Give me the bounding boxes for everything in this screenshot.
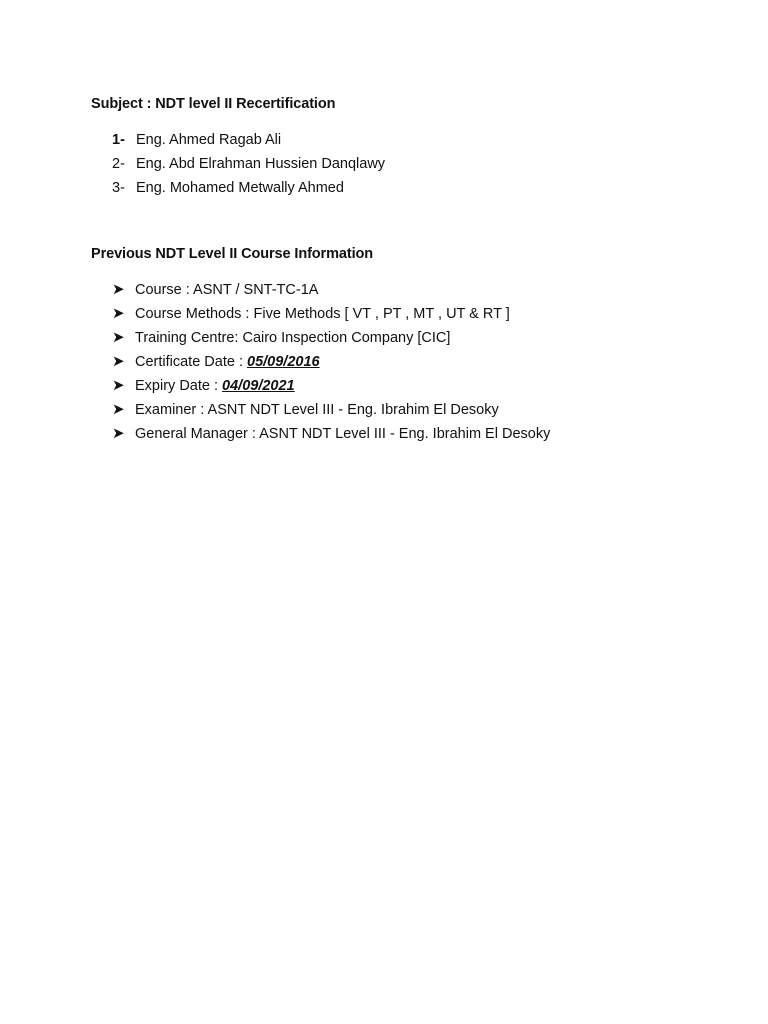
item-value: ASNT NDT Level III - Eng. Ibrahim El Desoky <box>259 426 551 442</box>
expiry-date: 04/09/2021 <box>222 378 295 394</box>
item-label: Course Methods : <box>135 306 254 322</box>
certificate-date: 05/09/2016 <box>247 354 320 370</box>
list-item <box>112 400 550 424</box>
list-item <box>112 178 385 202</box>
list-number: 3- <box>112 180 125 196</box>
list-item <box>112 154 385 178</box>
arrow-bullet-icon: ➤ <box>112 281 125 298</box>
arrow-bullet-icon: ➤ <box>112 425 125 442</box>
item-value: Five Methods [ VT , PT , MT , UT & RT ] <box>253 306 510 322</box>
engineer-name: Eng. Ahmed Ragab Ali <box>136 132 282 148</box>
item-value: ASNT NDT Level III - Eng. Ibrahim El Desoky <box>207 402 499 418</box>
item-value: Cairo Inspection Company [CIC] <box>242 330 451 346</box>
item-label: Certificate Date : <box>135 354 248 370</box>
course-info-heading: Previous NDT Level II Course Information <box>91 246 374 262</box>
arrow-bullet-icon: ➤ <box>112 353 125 370</box>
list-number: 1- <box>112 132 125 148</box>
list-item <box>112 424 550 448</box>
list-item <box>112 352 550 376</box>
item-label: General Manager : <box>135 426 260 442</box>
list-item <box>112 280 550 304</box>
arrow-bullet-icon: ➤ <box>112 401 125 418</box>
item-label: Course : <box>135 282 194 298</box>
item-label: Examiner : <box>135 402 208 418</box>
arrow-bullet-icon: ➤ <box>112 329 125 346</box>
list-item <box>112 328 550 352</box>
engineer-list <box>112 130 385 202</box>
list-number: 2- <box>112 156 125 172</box>
subject-heading: Subject : NDT level II Recertification <box>91 96 336 112</box>
course-info-list <box>112 280 550 448</box>
list-item <box>112 304 550 328</box>
list-item <box>112 376 550 400</box>
arrow-bullet-icon: ➤ <box>112 377 125 394</box>
arrow-bullet-icon: ➤ <box>112 305 125 322</box>
engineer-name: Eng. Mohamed Metwally Ahmed <box>136 180 344 196</box>
engineer-name: Eng. Abd Elrahman Hussien Danqlawy <box>136 156 386 172</box>
item-label: Training Centre: <box>135 330 243 346</box>
list-item <box>112 130 385 154</box>
item-value: ASNT / SNT-TC-1A <box>193 282 319 298</box>
item-label: Expiry Date : <box>135 378 223 394</box>
